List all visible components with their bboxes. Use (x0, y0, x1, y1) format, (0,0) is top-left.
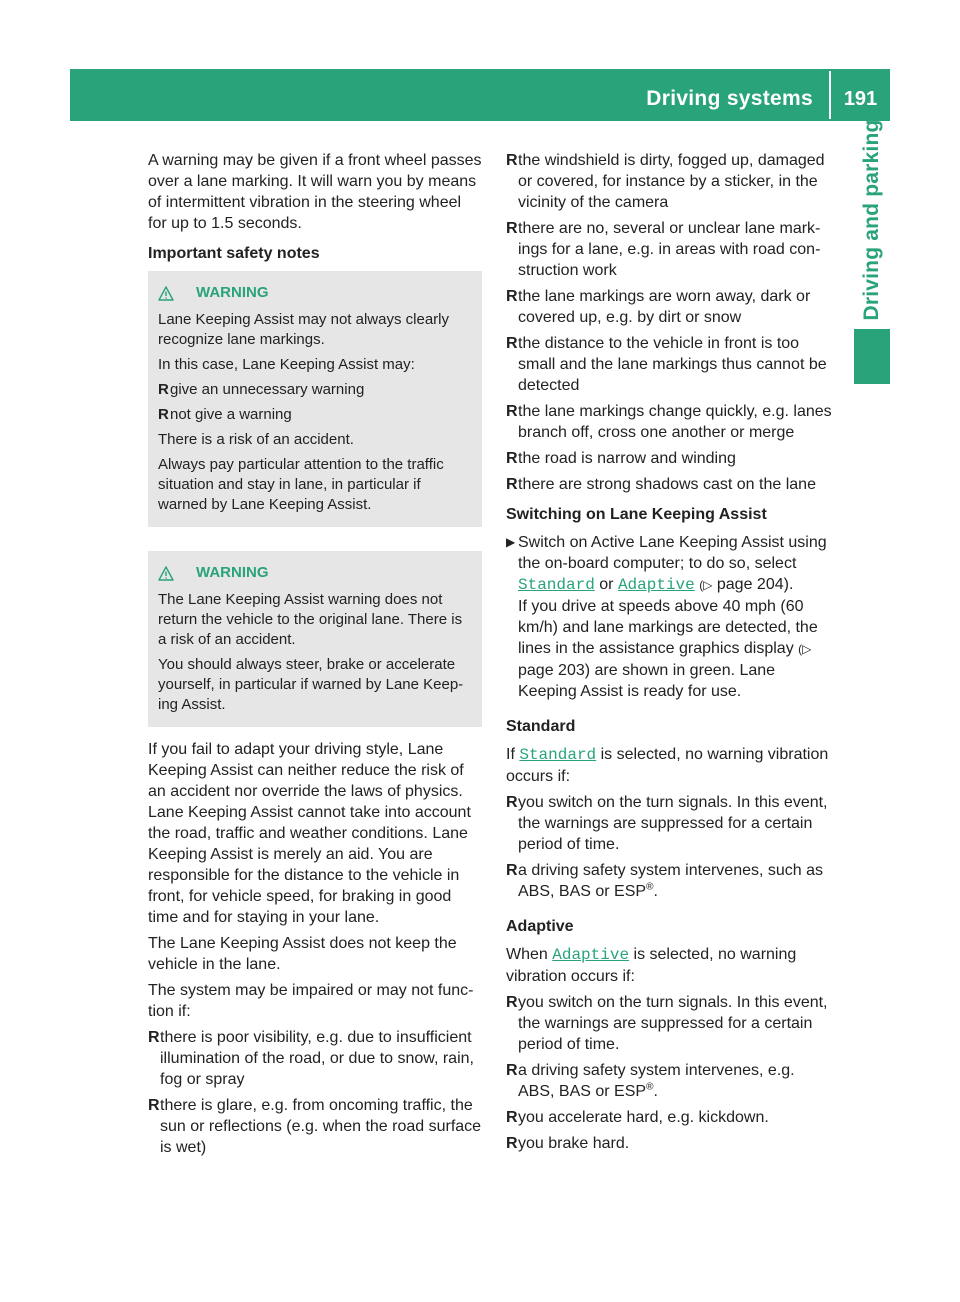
warning-box-1 (148, 271, 482, 527)
bullet-marker: R (506, 335, 518, 352)
list-item: R there are no, several or unclear lane markings for a lane, e.g. in areas with road construction work (506, 220, 821, 279)
bullet-marker: R (506, 152, 518, 169)
page-reference-marker: (▷ (699, 578, 713, 592)
display-option-adaptive: Adaptive (552, 946, 630, 964)
list-item: R there is glare, e.g. from oncoming traffic, the sun or reflections (e.g. when the road surface is wet) (148, 1097, 482, 1156)
warning-text: You should always steer, brake or accelerate yourself, in particular if warned by Lane Keeping Assist. (158, 656, 464, 713)
bullet-marker: R (506, 476, 518, 493)
standard-intro: If Standard is selected, no warning vibration occurs if: (506, 746, 829, 785)
body-paragraph: If you fail to adapt your driving style, Lane Keeping Assist can neither reduce the risk of an accident nor override the laws of physics. Lane Keeping Assist cannot take into account the road, traffic and weather conditions. Lane Keeping Assist is merely an aid. You are responsible for the distance to the vehicle in front, for vehicle speed, for braking in good time and for staying in your lane. (148, 741, 471, 926)
section-title: Driving systems (646, 87, 813, 110)
bullet-marker: R (148, 1029, 160, 1046)
bullet-marker: R (158, 381, 169, 398)
list-item: R you switch on the turn signals. In this event, the warnings are suppressed for a certain period of time. (506, 994, 828, 1053)
bullet-marker: R (506, 794, 518, 811)
bullet-marker: R (506, 1135, 518, 1152)
warning-title: WARNING (196, 564, 269, 581)
page-reference: page 203) are shown in green. Lane Keeping Assist is ready for use. (518, 662, 776, 700)
side-tab-label: Driving and parking (860, 119, 883, 321)
warning-text: The Lane Keeping Assist warning does not return the vehicle to the original lane. There is a risk of an accident. (158, 591, 463, 648)
list-item: R you brake hard. (506, 1135, 630, 1152)
display-option-standard: Standard (518, 576, 595, 594)
list-item: R there are strong shadows cast on the lane (506, 476, 816, 493)
list-item: R a driving safety system intervenes, such as ABS, BAS or ESP®. (506, 862, 824, 900)
safety-heading: Important safety notes (148, 245, 320, 262)
side-tab-marker (854, 329, 890, 384)
display-option-adaptive: Adaptive (617, 576, 695, 594)
list-item: R not give a warning (158, 406, 292, 423)
list-item: R the distance to the vehicle in front is too small and the lane markings thus cannot be detected (506, 335, 827, 394)
standard-heading: Standard (506, 718, 576, 735)
adaptive-heading: Adaptive (506, 918, 574, 935)
list-item: R the road is narrow and winding (506, 450, 736, 467)
list-item: R give an unnecessary warning (158, 381, 365, 398)
bullet-marker: R (506, 220, 518, 237)
warning-header (158, 563, 472, 583)
warning-triangle-icon (158, 566, 174, 581)
list-item: R the lane markings are worn away, dark or covered up, e.g. by dirt or snow (506, 288, 811, 326)
body-paragraph: The system may be impaired or may not function if: (148, 982, 474, 1020)
instruction-step: ▶ Switch on Active Lane Keeping Assist using the on-board computer; to do so, select Standard or Adaptive (▷ page 204). If you drive at speeds above 40 mph (60 km/h) and lane markings are detected, the lines in the assistance graphics display (▷ page 203) are shown in green. Lane Keeping Assist is ready for use. (506, 534, 827, 700)
warning-triangle-icon (158, 286, 174, 301)
intro-paragraph: A warning may be given if a front wheel passes over a lane marking. It will warn you by means of intermittent vibration in the steering wheel for up to 1.5 seconds. (148, 152, 482, 232)
switching-heading: Switching on Lane Keeping Assist (506, 506, 767, 523)
list-item: R you switch on the turn signals. In this event, the warnings are suppressed for a certain period of time. (506, 794, 828, 853)
header-bar (70, 69, 890, 121)
list-item: R the lane markings change quickly, e.g. lanes branch off, cross one another or merge (506, 403, 832, 441)
adaptive-intro: When Adaptive is selected, no warning vibration occurs if: (506, 946, 797, 985)
right-column (506, 150, 834, 1159)
warning-text: In this case, Lane Keeping Assist may: (158, 356, 415, 373)
warning-text: Lane Keeping Assist may not always clearly recognize lane markings. (158, 311, 449, 348)
list-item: R the windshield is dirty, fogged up, damaged or covered, for instance by a sticker, in the vicinity of the camera (506, 152, 825, 211)
bullet-marker: R (506, 862, 518, 879)
list-item: R there is poor visibility, e.g. due to insufficient illumination of the road, or due to snow, rain, fog or spray (148, 1029, 474, 1088)
bullet-marker: R (506, 1062, 518, 1079)
warning-text: Always pay particular attention to the traffic situation and stay in lane, in particular if warned by Lane Keeping Assist. (158, 456, 444, 513)
page-reference-marker: (▷ (798, 642, 812, 656)
display-option-standard: Standard (519, 746, 597, 764)
page-number: 191 (843, 88, 878, 110)
body-paragraph: The Lane Keeping Assist does not keep the vehicle in the lane. (148, 935, 457, 973)
bullet-marker: R (506, 450, 518, 467)
bullet-marker: R (506, 403, 518, 420)
warning-text: There is a risk of an accident. (158, 431, 354, 448)
list-item: R you accelerate hard, e.g. kickdown. (506, 1109, 769, 1126)
left-column (148, 150, 482, 1163)
warning-box-2 (148, 551, 482, 727)
instruction-marker-icon: ▶ (506, 535, 516, 549)
bullet-marker: R (506, 1109, 518, 1126)
list-item: R a driving safety system intervenes, e.g. ABS, BAS or ESP®. (506, 1062, 795, 1100)
warning-header (158, 283, 472, 303)
warning-title: WARNING (196, 284, 269, 301)
bullet-marker: R (506, 288, 518, 305)
bullet-marker: R (148, 1097, 160, 1114)
page-reference: page 204). (712, 576, 794, 593)
bullet-marker: R (158, 406, 169, 423)
bullet-marker: R (506, 994, 518, 1011)
